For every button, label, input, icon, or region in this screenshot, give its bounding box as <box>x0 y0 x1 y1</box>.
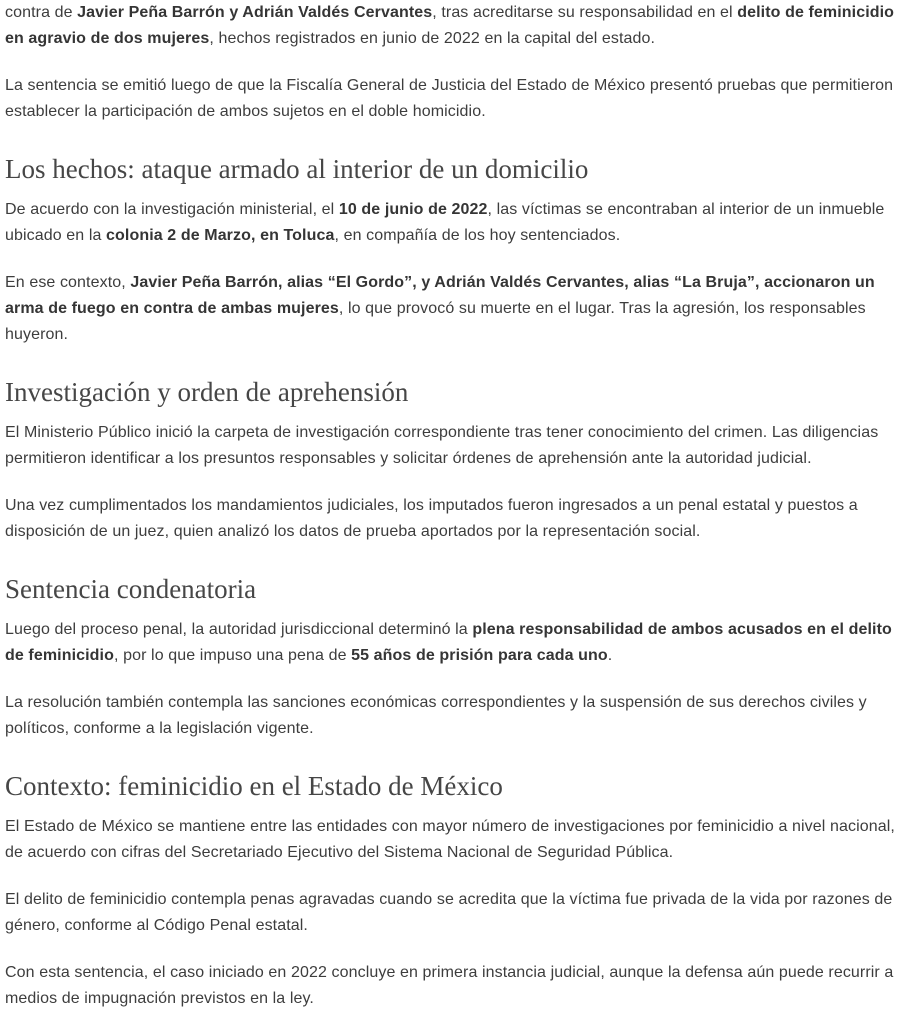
paragraph <box>5 420 905 472</box>
bold-text-run: 55 años de prisión para cada uno <box>351 647 608 664</box>
text-run: Una vez cumplimentados los mandamientos judiciales, los imputados fueron ingresados a un penal estatal y puestos a disposición de un juez, quien analizó los datos de prueba aportados por la representación social. <box>5 497 858 540</box>
intro-paragraph-continued <box>5 0 905 52</box>
text-run: , las víctimas se encontraban al interior de un inmueble ubicado en la <box>5 201 885 244</box>
paragraph <box>5 493 905 545</box>
bold-text-run: plena responsabilidad de ambos acusados en el delito de feminicidio <box>5 621 892 664</box>
text-run: Con esta sentencia, el caso iniciado en 2022 concluye en primera instancia judicial, aunque la defensa aún puede recurrir a medios de impugnación previstos en la ley. <box>5 964 894 1007</box>
section-heading-sentencia <box>5 570 905 608</box>
paragraph <box>5 617 905 669</box>
paragraph <box>5 814 905 866</box>
paragraph <box>5 270 905 348</box>
text-run: La sentencia se emitió luego de que la Fiscalía General de Justicia del Estado de México presentó pruebas que permitieron establecer la participación de ambos sujetos en el doble homicidio. <box>5 77 894 120</box>
text-run: , en compañía de los hoy sentenciados. <box>334 227 621 244</box>
bold-text-run: colonia 2 de Marzo, en Toluca <box>106 227 335 244</box>
section-heading-hechos <box>5 150 905 188</box>
section-heading-investigacion <box>5 373 905 411</box>
text-run: , hechos registrados en junio de 2022 en la capital del estado. <box>209 30 656 47</box>
text-run: El delito de feminicidio contempla penas agravadas cuando se acredita que la víctima fue privada de la vida por razones de género, conforme al Código Penal estatal. <box>5 891 893 934</box>
paragraph <box>5 887 905 939</box>
text-run: Luego del proceso penal, la autoridad jurisdiccional determinó la <box>5 621 473 638</box>
text-run: Los hechos: ataque armado al interior de un domicilio <box>5 154 589 184</box>
text-run: El Ministerio Público inició la carpeta de investigación correspondiente tras tener conocimiento del crimen. Las diligencias permitieron identificar a los presuntos responsables y solicitar órdenes de aprehensión ante la autoridad judicial. <box>5 424 879 467</box>
bold-text-run: Javier Peña Barrón y Adrián Valdés Cervantes <box>77 4 433 21</box>
text-run: contra de <box>5 4 78 21</box>
paragraph <box>5 73 905 125</box>
text-run: , por lo que impuso una pena de <box>113 647 352 664</box>
text-run: De acuerdo con la investigación ministerial, el <box>5 201 339 218</box>
bold-text-run: 10 de junio de 2022 <box>338 201 488 218</box>
paragraph <box>5 197 905 249</box>
text-run: Sentencia condenatoria <box>5 574 257 604</box>
text-run: , tras acreditarse su responsabilidad en el <box>432 4 738 21</box>
paragraph <box>5 960 905 1012</box>
text-run: El Estado de México se mantiene entre las entidades con mayor número de investigaciones por feminicidio a nivel nacional, de acuerdo con cifras del Secretariado Ejecutivo del Sistema Nacional de Seguridad Pública. <box>5 818 895 861</box>
bold-text-run: Javier Peña Barrón, alias “El Gordo”, y Adrián Valdés Cervantes, alias “La Bruja”, accionaron un arma de fuego en contra de ambas mujeres <box>5 274 875 317</box>
text-run: , lo que provocó su muerte en el lugar. Tras la agresión, los responsables huyeron. <box>5 300 866 343</box>
bold-text-run: delito de feminicidio en agravio de dos mujeres <box>5 4 895 47</box>
text-run: Investigación y orden de aprehensión <box>5 377 409 407</box>
text-run: En ese contexto, <box>5 274 131 291</box>
paragraph <box>5 690 905 742</box>
text-run: Contexto: feminicidio en el Estado de México <box>5 771 503 801</box>
section-heading-contexto <box>5 767 905 805</box>
text-run: La resolución también contempla las sanciones económicas correspondientes y la suspensión de sus derechos civiles y políticos, conforme a la legislación vigente. <box>5 694 867 737</box>
text-run: . <box>607 647 613 664</box>
